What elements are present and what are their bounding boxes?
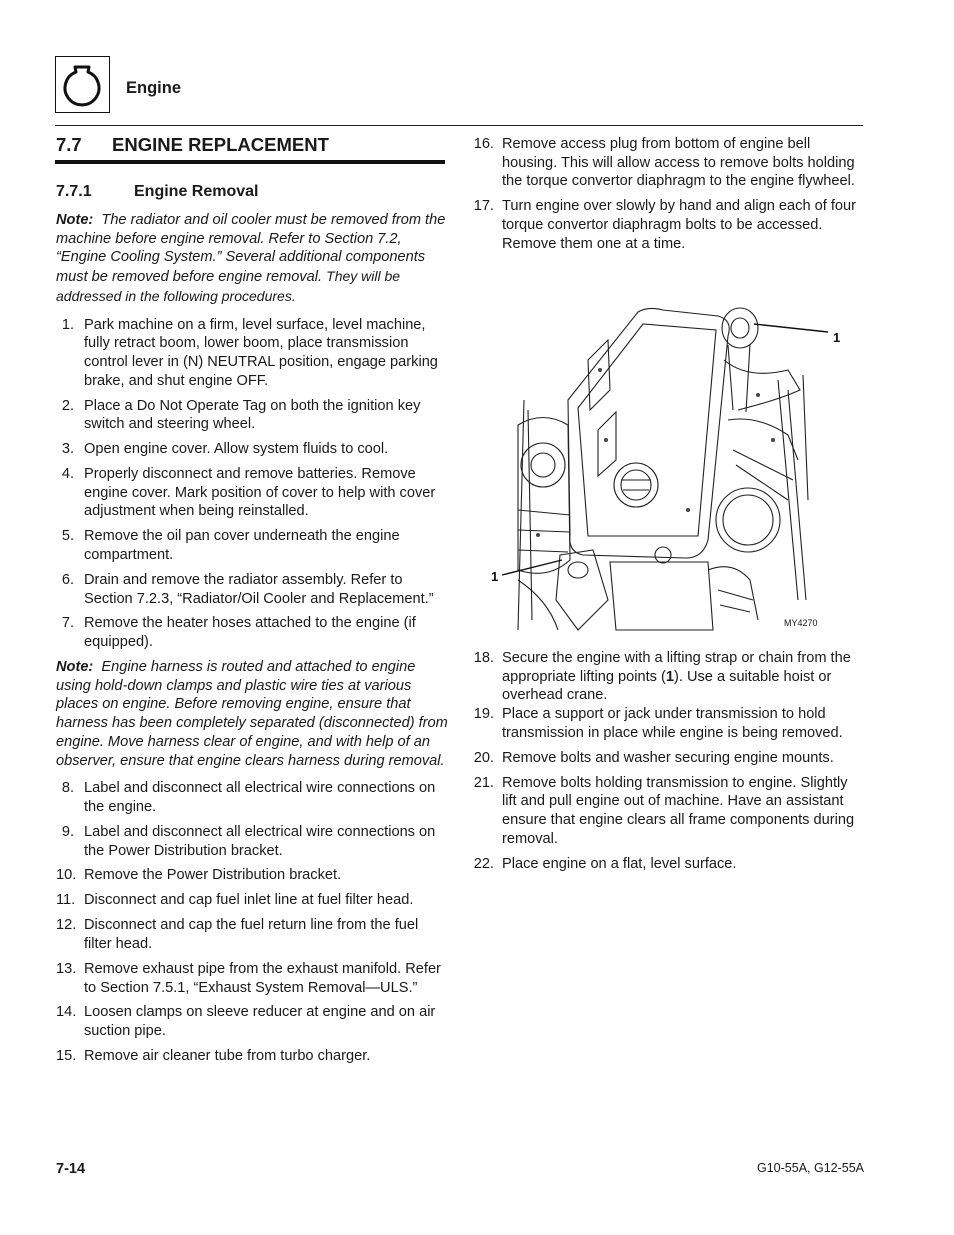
step-number: 10. <box>56 867 77 884</box>
model-numbers: G10-55A, G12-55A <box>757 1161 865 1175</box>
section-title <box>56 134 329 156</box>
list-item <box>56 527 448 564</box>
steps-list-b <box>56 779 448 1065</box>
list-item <box>472 705 866 742</box>
step-text: Open engine cover. Allow system fluids to cool. <box>84 441 389 458</box>
steps-list-a <box>56 316 448 652</box>
subsection-title <box>56 183 258 201</box>
list-item <box>56 614 448 651</box>
right-column-lower <box>472 649 866 880</box>
left-column <box>56 211 448 1072</box>
step-number: 2. <box>61 397 74 414</box>
step-number: 11. <box>56 892 76 909</box>
step-number: 7. <box>61 615 74 632</box>
list-item <box>56 316 448 391</box>
step-number: 12. <box>56 917 77 934</box>
step-number: 8. <box>61 780 74 797</box>
engine-illustration <box>488 300 850 634</box>
subsection-number: 7.7.1 <box>56 183 92 200</box>
note-text: The radiator and oil cooler must be removed from the machine before engine removal. Refer to Section 7.2, “Engine Cooling System.” Several additional components must be removed before engine removal. <box>56 212 446 286</box>
step-text: Park machine on a firm, level surface, level machine, fully retract boom, lower boom, place transmission control lever in (N) NEUTRAL position, engage parking brake, and shut engine OFF. <box>84 316 438 389</box>
section-title-text: ENGINE REPLACEMENT <box>112 134 329 155</box>
step-number: 3. <box>61 441 74 458</box>
figure-code: MY4270 <box>784 618 818 628</box>
list-item <box>472 774 866 849</box>
engine-figure <box>488 300 850 634</box>
list-item <box>56 960 448 997</box>
step-text: Remove the Power Distribution bracket. <box>84 867 342 884</box>
section-number: 7.7 <box>56 134 82 155</box>
list-item <box>56 891 448 910</box>
page-number: 7-14 <box>56 1161 86 1177</box>
step-text: Disconnect and cap the fuel return line from the fuel filter head. <box>84 917 419 952</box>
list-item <box>56 465 448 521</box>
step-text: Place a support or jack under transmission to hold transmission in place while engine is being removed. <box>502 706 843 741</box>
step-text: Remove bolts holding transmission to engine. Slightly lift and pull engine out of machine. Have an assistant ensure that engine clears all frame components during removal. <box>502 774 855 847</box>
step-text: Drain and remove the radiator assembly. Refer to Section 7.2.3, “Radiator/Oil Cooler and Replacement.” <box>84 571 434 607</box>
callout-top: 1 <box>833 330 841 345</box>
step-number: 21. <box>473 774 494 791</box>
note-label: Note: <box>56 659 94 676</box>
list-item <box>472 855 866 874</box>
step-text: Place a Do Not Operate Tag on both the ignition key switch and steering wheel. <box>84 397 421 433</box>
step-text-bold: 1 <box>665 668 674 685</box>
list-item <box>56 866 448 885</box>
step-text: Remove access plug from bottom of engine bell housing. This will allow access to remove bolts holding the torque convertor diaphragm to the engine flywheel. <box>502 136 855 190</box>
step-number: 5. <box>61 528 74 545</box>
note-radiator <box>56 211 448 307</box>
callout-left: 1 <box>491 569 499 584</box>
list-item <box>472 649 866 705</box>
step-text: Remove exhaust pipe from the exhaust manifold. Refer to Section 7.5.1, “Exhaust System Removal—ULS.” <box>84 960 441 996</box>
title-rule <box>55 160 445 164</box>
note-text-end: They will be addressed in the following procedures. <box>56 268 401 304</box>
list-item <box>56 571 448 608</box>
step-number: 17. <box>473 198 494 215</box>
list-item <box>56 1003 448 1040</box>
list-item <box>56 440 448 459</box>
list-item <box>56 397 448 434</box>
subsection-title-text: Engine Removal <box>134 183 259 200</box>
list-item <box>472 197 866 253</box>
step-number: 4. <box>61 466 74 482</box>
note-text: Engine harness is routed and attached to engine using hold-down clamps and plastic wire ties at various places on engine. Before removing engine, ensure that harness has been completely separated (disconnected) from engine. Move harness clear of engine, and with help of an observer, ensure that engine clears harness during removal. <box>56 659 448 769</box>
note-harness <box>56 658 448 770</box>
step-number: 9. <box>61 823 74 840</box>
engine-icon <box>56 57 108 111</box>
list-item <box>56 1047 448 1066</box>
step-number: 18. <box>473 650 494 666</box>
steps-list-d <box>472 649 866 705</box>
right-column <box>472 135 866 260</box>
step-number: 15. <box>56 1048 77 1065</box>
section-label: Engine <box>126 79 182 97</box>
list-item <box>56 779 448 816</box>
step-text: Place engine on a flat, level surface. <box>502 855 737 872</box>
step-number: 16. <box>473 136 494 152</box>
step-number: 6. <box>61 571 74 588</box>
callout-leader-top <box>754 324 828 332</box>
step-number: 1. <box>61 316 74 333</box>
steps-list-c <box>472 135 866 253</box>
step-text: Properly disconnect and remove batteries. Remove engine cover. Mark position of cover to help with cover adjustment when being reinstalled. <box>84 466 436 520</box>
step-number: 19. <box>473 706 494 723</box>
step-text: Remove the oil pan cover underneath the engine compartment. <box>84 528 400 563</box>
step-text: Disconnect and cap fuel inlet line at fuel filter head. <box>84 892 414 909</box>
list-item <box>56 823 448 860</box>
step-text: Turn engine over slowly by hand and align each of four torque convertor diaphragm bolts to be accessed. Remove them one at a time. <box>502 198 856 252</box>
step-text: Remove bolts and washer securing engine mounts. <box>502 749 834 766</box>
step-text-b: ). Use a suitable hoist or overhead crane. <box>502 668 832 704</box>
step-number: 13. <box>56 960 77 977</box>
step-number: 14. <box>56 1004 77 1021</box>
step-text: Remove air cleaner tube from turbo charger. <box>84 1048 371 1065</box>
step-text-a: Secure the engine with a lifting strap or chain from the appropriate lifting points ( <box>502 650 851 685</box>
step-text: Loosen clamps on sleeve reducer at engine and on air suction pipe. <box>84 1004 436 1040</box>
list-item <box>472 135 866 191</box>
step-text: Label and disconnect all electrical wire connections on the engine. <box>84 780 436 815</box>
step-number: 20. <box>473 749 494 766</box>
list-item <box>472 749 866 768</box>
note-label: Note: <box>56 212 94 228</box>
steps-list-e <box>472 705 866 873</box>
header-rule <box>55 125 863 126</box>
section-icon-box <box>55 56 110 113</box>
step-number: 22. <box>473 855 494 872</box>
list-item <box>56 916 448 953</box>
step-text: Remove the heater hoses attached to the engine (if equipped). <box>84 615 416 651</box>
step-text: Label and disconnect all electrical wire connections on the Power Distribution bracket. <box>84 823 436 859</box>
